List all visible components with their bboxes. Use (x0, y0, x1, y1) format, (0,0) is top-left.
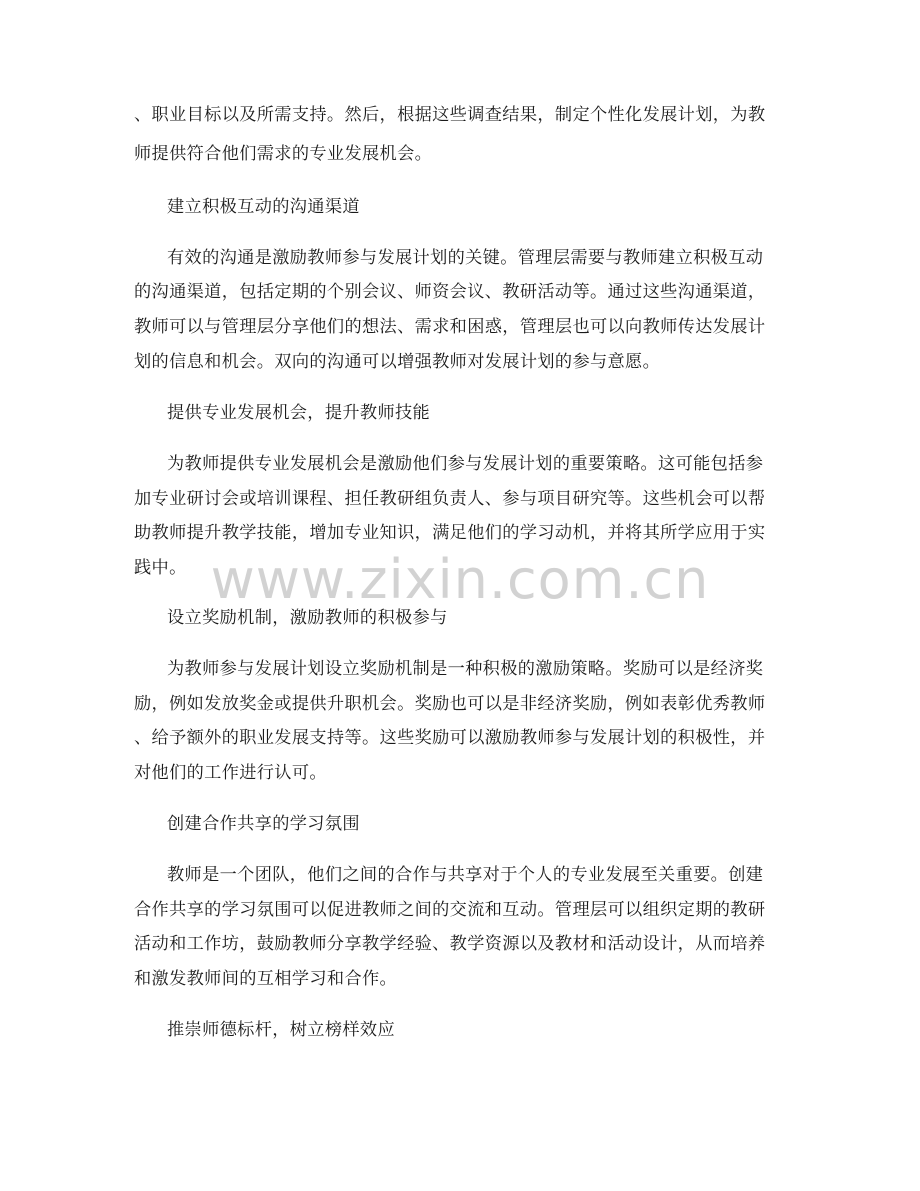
body-line: 活动和工作坊，鼓励教师分享教学经验、教学资源以及教材和活动设计，从而培养 (134, 934, 766, 954)
body-line: 教师可以与管理层分享他们的想法、需求和困惑，管理层也可以向教师传达发展计 (134, 317, 766, 337)
body-line: 为教师参与发展计划设立奖励机制是一种积极的激励策略。奖励可以是经济奖 (167, 659, 764, 679)
body-line: 的沟通渠道，包括定期的个别会议、师资会议、教研活动等。通过这些沟通渠道， (134, 282, 766, 302)
body-line: 师提供符合他们需求的专业发展机会。 (134, 144, 433, 164)
watermark: www.zixin.com.cn (210, 548, 710, 611)
body-line: 、职业目标以及所需支持。然后，根据这些调查结果，制定个性化发展计划，为教 (134, 105, 766, 125)
section-heading: 提供专业发展机会，提升教师技能 (167, 403, 431, 423)
body-line: 有效的沟通是激励教师参与发展计划的关键。管理层需要与教师建立积极互动 (167, 248, 764, 268)
body-line: 教师是一个团队，他们之间的合作与共享对于个人的专业发展至关重要。创建 (167, 865, 764, 885)
body-line: 划的信息和机会。双向的沟通可以增强教师对发展计划的参与意愿。 (134, 352, 661, 372)
body-line: 、给予额外的职业发展支持等。这些奖励可以激励教师参与发展计划的积极性，并 (134, 728, 766, 748)
body-line: 和激发教师间的互相学习和合作。 (134, 969, 398, 989)
section-heading: 创建合作共享的学习氛围 (167, 814, 360, 834)
body-line: 合作共享的学习氛围可以促进教师之间的交流和互动。管理层可以组织定期的教研 (134, 900, 766, 920)
body-line: 助教师提升教学技能，增加专业知识，满足他们的学习动机，并将其所学应用于实 (134, 523, 766, 543)
section-heading: 推崇师德标杆，树立榜样效应 (167, 1020, 395, 1040)
body-line: 为教师提供专业发展机会是激励他们参与发展计划的重要策略。这可能包括参 (167, 454, 764, 474)
body-line: 践中。 (134, 558, 187, 578)
section-heading: 建立积极互动的沟通渠道 (167, 197, 360, 217)
body-line: 加专业研讨会或培训课程、担任教研组负责人、参与项目研究等。这些机会可以帮 (134, 489, 766, 509)
section-heading: 设立奖励机制，激励教师的积极参与 (167, 608, 448, 628)
body-line: 励，例如发放奖金或提供升职机会。奖励也可以是非经济奖励，例如表彰优秀教师 (134, 694, 766, 714)
body-line: 对他们的工作进行认可。 (134, 763, 327, 783)
